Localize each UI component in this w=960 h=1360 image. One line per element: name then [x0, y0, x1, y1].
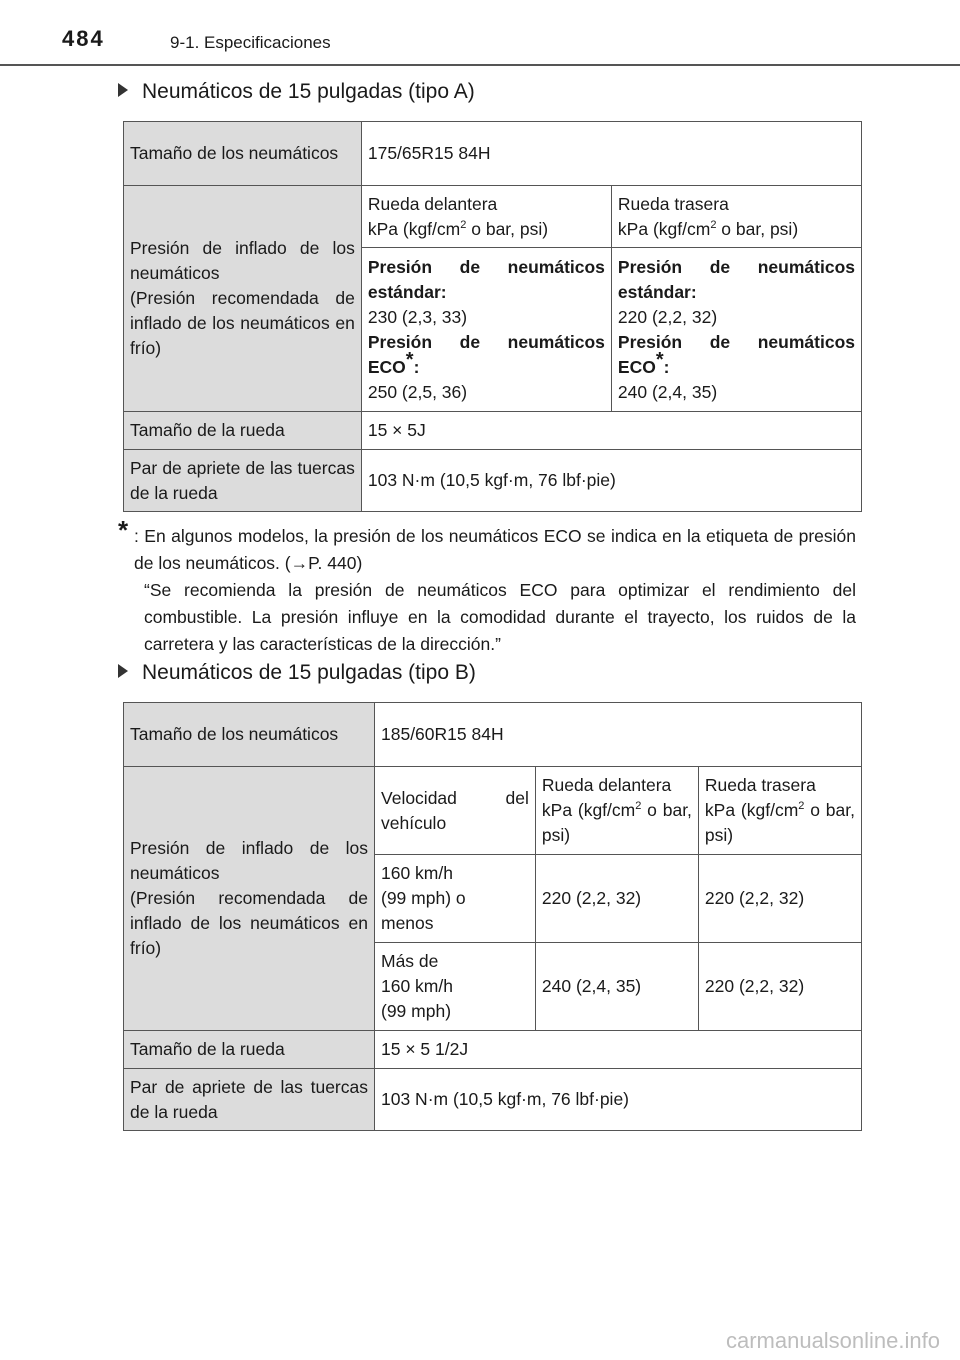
- section-a-title: [118, 80, 475, 104]
- row1-speed: 160 km/h (99 mph) o menos: [375, 855, 536, 943]
- triangle-bullet-icon: [118, 83, 128, 97]
- tire-size-value: 185/60R15 84H: [375, 703, 862, 767]
- spec-table-a: [123, 121, 862, 512]
- tire-size-label: Tamaño de los neumáticos: [124, 122, 362, 186]
- row2-front: 240 (2,4, 35): [535, 943, 698, 1031]
- row2-rear: 220 (2,2, 32): [698, 943, 861, 1031]
- spec-table-b: [123, 702, 862, 1131]
- section-a-title-text: Neumáticos de 15 pulgadas (tipo A): [142, 80, 475, 103]
- torque-label: Par de apriete de las tuercas de la rueda: [124, 450, 362, 512]
- triangle-bullet-icon: [118, 664, 128, 678]
- row2-speed: Más de 160 km/h (99 mph): [375, 943, 536, 1031]
- front-wheel-header: Rueda delantera kPa ($kgf/cm^2$ o bar, psi): [361, 186, 611, 248]
- section-b-title-text: Neumáticos de 15 pulgadas (tipo B): [142, 661, 476, 684]
- footnote-line-2: “Se recomienda la presión de neumáticos ECO para optimizar el rendimiento del combustible. La presión influye en la comodidad durante el trayecto, los ruidos de la carretera y las características de la dirección.”: [144, 580, 856, 654]
- rear-wheel-header: Rueda trasera kPa ($kgf/cm^2$ o bar, psi): [611, 186, 861, 248]
- wheel-size-value: 15 × 5J: [361, 412, 861, 450]
- pressure-label: Presión de inflado de los neumáticos (Presión recomendada de inflado de los neumáticos en frío): [124, 767, 375, 1031]
- pressure-label: Presión de inflado de los neumáticos (Presión recomendada de inflado de los neumáticos en frío): [124, 186, 362, 412]
- footnote: [118, 515, 856, 658]
- row1-rear: 220 (2,2, 32): [698, 855, 861, 943]
- wheel-size-label: Tamaño de la rueda: [124, 1031, 375, 1069]
- speed-header: Velocidad del vehículo: [375, 767, 536, 855]
- footnote-line-1: : En algunos modelos, la presión de los neumáticos ECO se indica en la etiqueta de presión de los neumáticos. (→P. 440): [134, 526, 856, 573]
- running-header: 9-1. Especificaciones: [170, 33, 331, 52]
- wheel-size-value: 15 × 5 1/2J: [375, 1031, 862, 1069]
- row1-front: 220 (2,2, 32): [535, 855, 698, 943]
- torque-value: 103 N·m (10,5 kgf·m, 76 lbf·pie): [375, 1069, 862, 1131]
- watermark: carmanualsonline.info: [725, 1328, 940, 1353]
- wheel-size-label: Tamaño de la rueda: [124, 412, 362, 450]
- header-rule: [0, 64, 960, 66]
- front-wheel-header: Rueda delantera kPa ($kgf/cm^2$ o bar, psi): [535, 767, 698, 855]
- tire-size-label: Tamaño de los neumáticos: [124, 703, 375, 767]
- rear-wheel-header: Rueda trasera kPa ($kgf/cm^2$ o bar, psi): [698, 767, 861, 855]
- footnote-star: *: [118, 515, 129, 545]
- torque-value: 103 N·m (10,5 kgf·m, 76 lbf·pie): [361, 450, 861, 512]
- rear-pressure-values: Presión de neumáticos estándar: 220 (2,2, 32) Presión de neumáticos ECO*: 240 (2,4, 35): [611, 248, 861, 412]
- tire-size-value: 175/65R15 84H: [361, 122, 861, 186]
- page-number: 484: [62, 26, 105, 51]
- section-b-title: [118, 661, 476, 685]
- front-pressure-values: Presión de neumáticos estándar: 230 (2,3, 33) Presión de neumáticos ECO*: 250 (2,5, 36): [361, 248, 611, 412]
- torque-label: Par de apriete de las tuercas de la rueda: [124, 1069, 375, 1131]
